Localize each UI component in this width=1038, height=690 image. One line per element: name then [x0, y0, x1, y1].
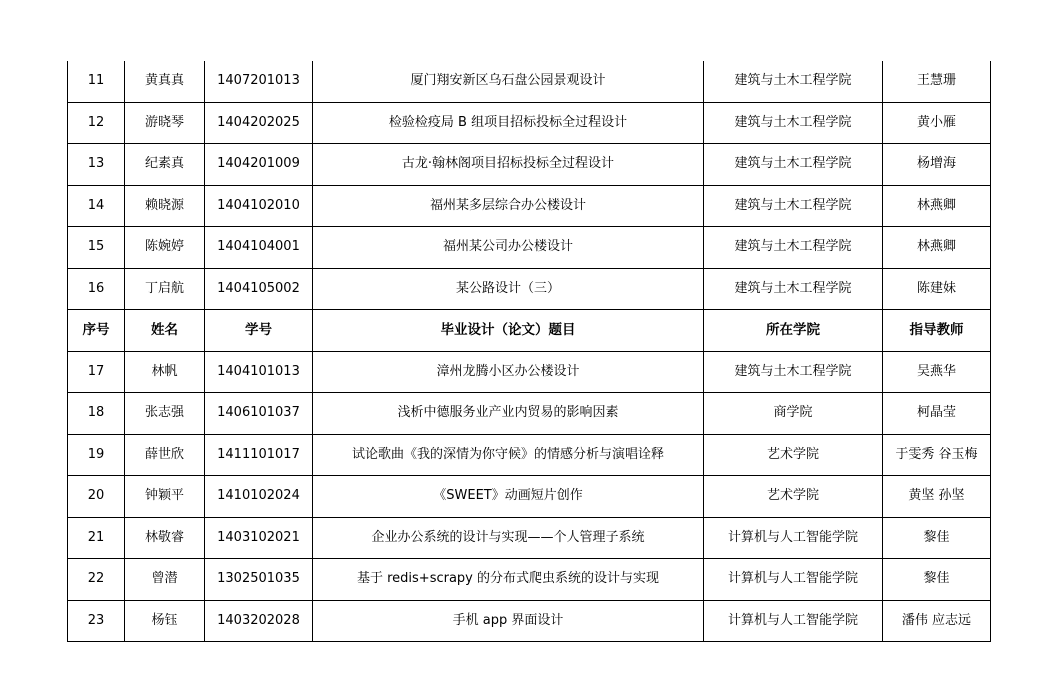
cell-topic: 某公路设计（三）: [313, 268, 704, 310]
cell-student-id: 1404105002: [205, 268, 313, 310]
table-row: [68, 434, 991, 476]
cell-school: 计算机与人工智能学院: [704, 517, 883, 559]
cell-topic: 漳州龙腾小区办公楼设计: [313, 351, 704, 393]
cell-student-id: 1403102021: [205, 517, 313, 559]
cell-name: 杨钰: [125, 600, 205, 642]
cell-topic: 手机 app 界面设计: [313, 600, 704, 642]
cell-topic: 《SWEET》动画短片创作: [313, 476, 704, 518]
cell-name: 张志强: [125, 393, 205, 435]
cell-seq: 21: [68, 517, 125, 559]
cell-name: 赖晓源: [125, 185, 205, 227]
cell-topic: 厦门翔安新区乌石盘公园景观设计: [313, 61, 704, 102]
cell-student-id: 1302501035: [205, 559, 313, 601]
cell-student-id: 1404202025: [205, 102, 313, 144]
table-row: [68, 476, 991, 518]
cell-topic: 浅析中德服务业产业内贸易的影响因素: [313, 393, 704, 435]
cell-advisor: 林燕卿: [883, 227, 991, 269]
header-seq: 序号: [68, 310, 125, 352]
cell-advisor: 王慧珊: [883, 61, 991, 102]
cell-advisor: 黎佳: [883, 517, 991, 559]
cell-student-id: 1404104001: [205, 227, 313, 269]
table-row: [68, 61, 991, 102]
cell-student-id: 1407201013: [205, 61, 313, 102]
cell-topic: 福州某多层综合办公楼设计: [313, 185, 704, 227]
cell-seq: 19: [68, 434, 125, 476]
cell-school: 建筑与土木工程学院: [704, 268, 883, 310]
cell-name: 丁启航: [125, 268, 205, 310]
cell-seq: 17: [68, 351, 125, 393]
cell-school: 建筑与土木工程学院: [704, 351, 883, 393]
header-advisor: 指导教师: [883, 310, 991, 352]
cell-student-id: 1411101017: [205, 434, 313, 476]
cell-advisor: 黄小雁: [883, 102, 991, 144]
cell-name: 陈婉婷: [125, 227, 205, 269]
cell-student-id: 1404102010: [205, 185, 313, 227]
cell-student-id: 1403202028: [205, 600, 313, 642]
cell-school: 建筑与土木工程学院: [704, 61, 883, 102]
cell-advisor: 黄坚 孙坚: [883, 476, 991, 518]
cell-name: 黄真真: [125, 61, 205, 102]
table-row: [68, 144, 991, 186]
header-school: 所在学院: [704, 310, 883, 352]
table-row: [68, 517, 991, 559]
cell-seq: 12: [68, 102, 125, 144]
cell-name: 薛世欣: [125, 434, 205, 476]
cell-school: 艺术学院: [704, 434, 883, 476]
cell-name: 游晓琴: [125, 102, 205, 144]
cell-school: 商学院: [704, 393, 883, 435]
cell-student-id: 1404201009: [205, 144, 313, 186]
table-row: [68, 102, 991, 144]
table-row: [68, 559, 991, 601]
cell-school: 建筑与土木工程学院: [704, 144, 883, 186]
cell-school: 计算机与人工智能学院: [704, 600, 883, 642]
cell-school: 建筑与土木工程学院: [704, 102, 883, 144]
cell-seq: 20: [68, 476, 125, 518]
cell-seq: 16: [68, 268, 125, 310]
cell-seq: 22: [68, 559, 125, 601]
header-student-id: 学号: [205, 310, 313, 352]
table-row: [68, 185, 991, 227]
cell-seq: 18: [68, 393, 125, 435]
cell-student-id: 1410102024: [205, 476, 313, 518]
cell-name: 林帆: [125, 351, 205, 393]
cell-seq: 23: [68, 600, 125, 642]
table-row: [68, 268, 991, 310]
cell-advisor: 黎佳: [883, 559, 991, 601]
cell-topic: 基于 redis+scrapy 的分布式爬虫系统的设计与实现: [313, 559, 704, 601]
cell-advisor: 林燕卿: [883, 185, 991, 227]
cell-topic: 检验检疫局 B 组项目招标投标全过程设计: [313, 102, 704, 144]
cell-name: 钟颖平: [125, 476, 205, 518]
cell-advisor: 柯晶莹: [883, 393, 991, 435]
cell-student-id: 1404101013: [205, 351, 313, 393]
cell-seq: 14: [68, 185, 125, 227]
cell-school: 艺术学院: [704, 476, 883, 518]
cell-advisor: 于雯秀 谷玉梅: [883, 434, 991, 476]
cell-seq: 15: [68, 227, 125, 269]
header-topic: 毕业设计（论文）题目: [313, 310, 704, 352]
cell-advisor: 陈建妹: [883, 268, 991, 310]
table-row: [68, 227, 991, 269]
table-row: [68, 393, 991, 435]
cell-seq: 13: [68, 144, 125, 186]
cell-name: 纪素真: [125, 144, 205, 186]
cell-name: 林敬睿: [125, 517, 205, 559]
cell-school: 建筑与土木工程学院: [704, 185, 883, 227]
table-header-row: [68, 310, 991, 352]
cell-school: 建筑与土木工程学院: [704, 227, 883, 269]
graduation-project-table: [67, 61, 991, 642]
cell-student-id: 1406101037: [205, 393, 313, 435]
cell-topic: 古龙·翰林阁项目招标投标全过程设计: [313, 144, 704, 186]
cell-advisor: 吴燕华: [883, 351, 991, 393]
cell-school: 计算机与人工智能学院: [704, 559, 883, 601]
cell-topic: 试论歌曲《我的深情为你守候》的情感分析与演唱诠释: [313, 434, 704, 476]
cell-seq: 11: [68, 61, 125, 102]
cell-advisor: 杨增海: [883, 144, 991, 186]
cell-name: 曾潜: [125, 559, 205, 601]
table-row: [68, 351, 991, 393]
cell-topic: 企业办公系统的设计与实现——个人管理子系统: [313, 517, 704, 559]
header-name: 姓名: [125, 310, 205, 352]
table-row: [68, 600, 991, 642]
cell-topic: 福州某公司办公楼设计: [313, 227, 704, 269]
cell-advisor: 潘伟 应志远: [883, 600, 991, 642]
